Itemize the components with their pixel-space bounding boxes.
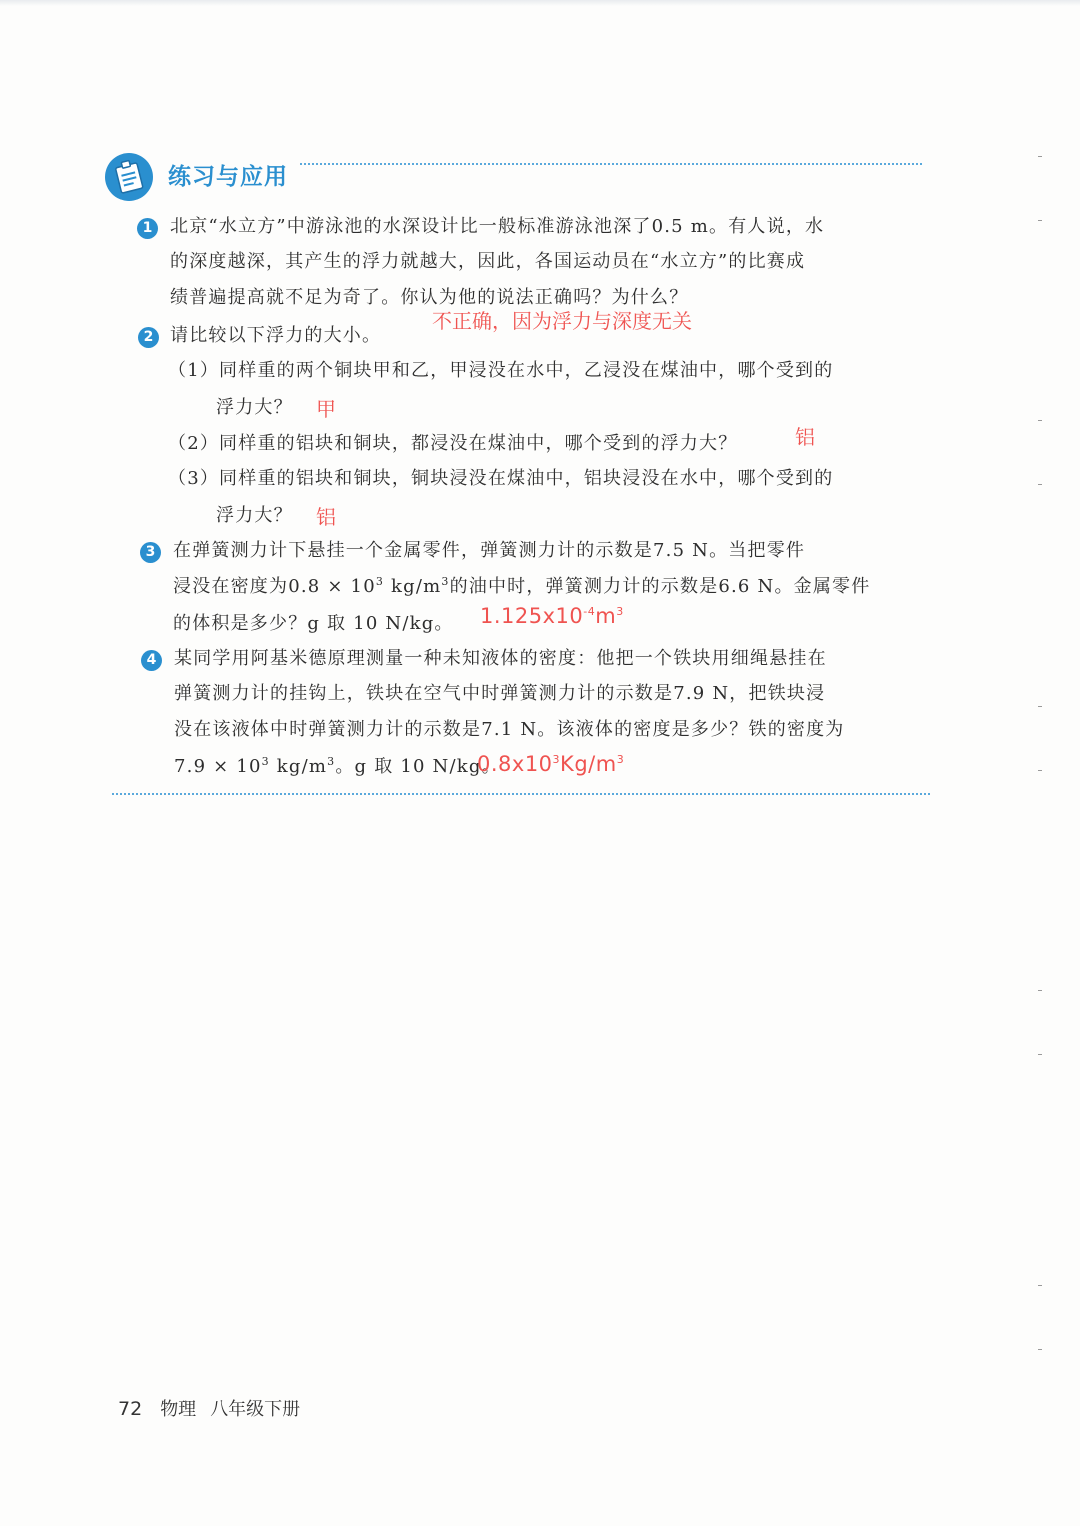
margin-tick — [1038, 990, 1042, 991]
margin-tick — [1038, 1349, 1042, 1350]
section-title: 练习与应用 — [168, 164, 288, 190]
subject-label: 物理 — [160, 1399, 197, 1420]
section-end-dotted-divider — [112, 793, 930, 795]
margin-tick — [1038, 220, 1042, 221]
question-number-1: 1 — [137, 218, 158, 239]
q4-text-line: 某同学用阿基米德原理测量一种未知液体的密度：他把一个铁块用细绳悬挂在 — [174, 648, 827, 669]
q3-handwritten-answer: $1.125x10^{-4}m^3$ — [480, 604, 624, 628]
q4-text-line: 弹簧测力计的挂钩上，铁块在空气中时弹簧测力计的示数是7.9 N，把铁块浸 — [174, 683, 826, 704]
grade-label: 八年级下册 — [210, 1399, 301, 1420]
q4-text-line-with-density: $7.9 \times 10^3$ $kg/m^3$。g 取 10 N/kg。 — [174, 755, 501, 777]
page-top-edge — [0, 0, 1080, 6]
question-number-3: 3 — [140, 542, 161, 563]
q2-sub3-handwritten-answer: 铝 — [316, 505, 336, 529]
q1-text-line: 的深度越深，其产生的浮力就越大，因此，各国运动员在“水立方”的比赛成 — [170, 251, 806, 272]
margin-tick — [1038, 770, 1042, 771]
q3-text-line-with-density: 浸没在密度为$0.8 \times 10^3$ $kg/m^3$的油中时，弹簧测力计的示数是6.6 N。金属零件 — [173, 575, 871, 597]
q1-handwritten-answer: 不正确，因为浮力与深度无关 — [432, 309, 692, 333]
q3-text-line: 在弹簧测力计下悬挂一个金属零件，弹簧测力计的示数是7.5 N。当把零件 — [173, 540, 806, 561]
q2-text-line: 请比较以下浮力的大小。 — [170, 325, 382, 346]
page-footer — [118, 1395, 300, 1421]
q4-handwritten-answer: $0.8x10^3Kg/m^3$ — [477, 752, 625, 776]
q3-text-line: 的体积是多少？g 取 10 N/kg。 — [173, 613, 454, 634]
exercise-book-icon — [104, 152, 154, 202]
q2-sub3-text-line: （3）同样重的铝块和铜块，铜块浸没在煤油中，铝块浸没在水中，哪个受到的 — [168, 468, 834, 489]
q4-text-line: 没在该液体中时弹簧测力计的示数是7.1 N。该液体的密度是多少？铁的密度为 — [174, 719, 845, 740]
q2-sub2-handwritten-answer: 铝 — [795, 425, 815, 449]
q2-sub1-text-line: 浮力大？ — [216, 397, 293, 418]
margin-tick — [1038, 484, 1042, 485]
margin-tick — [1038, 156, 1042, 157]
question-number-2: 2 — [138, 327, 159, 348]
header-dotted-divider — [300, 163, 922, 165]
margin-tick — [1038, 1285, 1042, 1286]
q1-text-line: 绩普遍提高就不足为奇了。你认为他的说法正确吗？为什么？ — [170, 287, 689, 308]
margin-tick — [1038, 420, 1042, 421]
margin-tick — [1038, 1054, 1042, 1055]
q2-sub1-handwritten-answer: 甲 — [316, 397, 336, 421]
q1-text-line: 北京“水立方”中游泳池的水深设计比一般标准游泳池深了0.5 m。有人说，水 — [170, 216, 825, 237]
page-number: 72 — [118, 1398, 143, 1420]
q2-sub1-text-line: （1）同样重的两个铜块甲和乙，甲浸没在水中，乙浸没在煤油中，哪个受到的 — [168, 360, 834, 381]
q2-sub3-text-line: 浮力大？ — [216, 505, 293, 526]
question-number-4: 4 — [141, 650, 162, 671]
q2-sub2-text-line: （2）同样重的铝块和铜块，都浸没在煤油中，哪个受到的浮力大？ — [168, 433, 738, 454]
margin-tick — [1038, 706, 1042, 707]
